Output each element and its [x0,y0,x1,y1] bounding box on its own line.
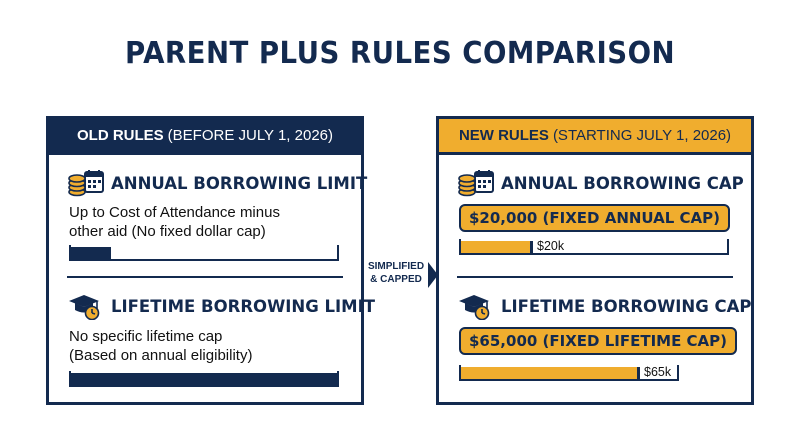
transition-label-line1: SIMPLIFIED [367,261,425,272]
old-lifetime-desc-line1: No specific lifetime cap [69,328,223,345]
new-rules-panel [436,116,754,405]
old-rules-header [49,119,361,155]
new-lifetime-title-text: LIFETIME BORROWING CAP [501,296,752,316]
transition-label-line2: & CAPPED [370,274,422,285]
old-divider [67,276,343,278]
old-annual-title-text: ANNUAL BORROWING LIMIT [111,173,368,193]
old-rules-panel [46,116,375,405]
new-rules-header [439,119,751,155]
old-lifetime-desc-line2: (Based on annual eligibility) [69,347,253,364]
old-rules-header-label: OLD RULES [76,127,164,144]
new-lifetime-bar [459,365,679,381]
new-annual-bar-fill [461,241,533,253]
new-rules-header-label: NEW RULES [458,127,549,144]
old-lifetime-title-text: LIFETIME BORROWING LIMIT [111,296,375,316]
new-annual-title-text: ANNUAL BORROWING CAP [501,173,744,193]
lifetime-cap-badge: $65,000 (FIXED LIFETIME CAP) [459,327,737,355]
coins-calendar-icon [457,169,495,197]
old-annual-bar [69,245,339,261]
page-title: PARENT PLUS RULES COMPARISON [124,36,676,71]
annual-cap-badge: $20,000 (FIXED ANNUAL CAP) [459,204,730,232]
new-lifetime-bar-label: $65k [644,365,672,379]
old-lifetime-description [69,327,252,365]
old-annual-description [69,203,280,241]
old-lifetime-title [67,292,375,320]
new-annual-title [457,169,744,197]
old-annual-title [67,169,367,197]
old-annual-desc-line1: Up to Cost of Attendance minus [69,204,280,221]
old-annual-desc-line2: other aid (No fixed dollar cap) [69,223,266,240]
old-lifetime-bar [69,371,339,387]
transition-indicator [364,256,436,296]
coins-calendar-icon [67,169,105,197]
graduation-cap-clock-icon [457,292,495,320]
old-lifetime-bar-fill [71,373,337,385]
new-lifetime-title [457,292,751,320]
old-rules-header-date: (BEFORE JULY 1, 2026) [167,127,334,144]
new-annual-bar [459,239,729,255]
new-rules-header-date: (STARTING JULY 1, 2026) [552,127,732,144]
new-divider [457,276,733,278]
new-annual-bar-label: $20k [537,239,565,253]
graduation-cap-clock-icon [67,292,105,320]
new-lifetime-bar-fill [461,367,640,379]
old-annual-bar-fill [71,247,111,259]
transition-label [364,260,428,286]
